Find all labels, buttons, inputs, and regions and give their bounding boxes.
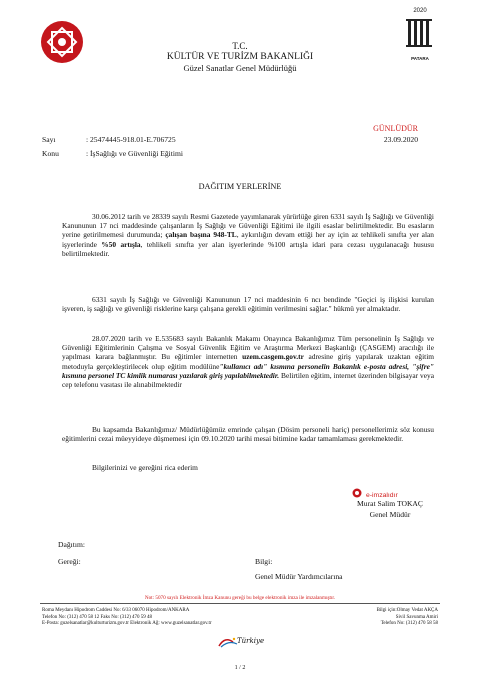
p1-fine: çalışan başına 948-TL — [165, 230, 237, 240]
paragraph-2: 6331 sayılı İş Sağlığı ve Güvenliği Kanununun 17 nci maddesinin 6 ncı bendinde "Geçici iş ilişkisi kurulan işveren, iş sağlığı ve güvenliği risklerine karşı çalışana gerekli eğitimin verilmesini sağlar." hükmü yer almaktadır. — [62, 295, 434, 314]
footer-address-block — [42, 608, 302, 628]
bilgi-label: Bilgi: — [255, 557, 273, 566]
header-tc: T.C. — [232, 41, 248, 51]
gunludur-label: GÜNLÜDÜR — [373, 124, 418, 133]
signer-name: Murat Salim TOKAÇ — [357, 499, 423, 508]
konu-value: : İşSağlığı ve Güvenliği Eğitimi — [86, 149, 184, 158]
ministry-emblem-icon — [40, 20, 84, 64]
p3-part-e: Belirtilen eğitim, internet üzerinden bilgisayar veya cep telefonu vasıtası ile alınabilmektedir — [62, 370, 434, 390]
konu-label: Konu — [42, 149, 59, 158]
turkiye-brand-text: Türkiye — [237, 637, 265, 645]
p1-part-c: , aykırılığın devam ettiği her ay için az tehlikeli sınıfta yer alan işyerlerinde — [62, 230, 434, 249]
dagitim-label: Dağıtım: — [58, 540, 85, 549]
p1-part-e: , tehlikeli sınıfta yer alan işyerlerinde %100 artışla idari para cezası uygulanacağı hususu belirtilmektedir. — [62, 239, 435, 258]
paragraph-4: Bu kapsamda Bakanlığımız/ Müdürlüğümüz emrinde çalışan (Dösim personeli hariç) personellerimiz söz konusu eğitimlerini cezai müeyyideye düşmemesi için 09.10.2020 tarihi mesai bitimine kadar tamamlaması gerekmektedir. — [62, 425, 434, 444]
footer-esign-notice: Not: 5070 sayılı Elektronik İmza Kanunu gereği bu belge elektronik imza ile imzalanmıştır. — [144, 595, 336, 601]
document-date: 23.09.2020 — [383, 135, 418, 144]
signer-title: Genel Müdür — [369, 510, 411, 519]
turkiye-brand-logo — [215, 634, 265, 650]
footer-phone: Telefon No: (312) 470 58 12 Faks No: (312) 470 59 48 — [42, 614, 153, 620]
patara-year-logo — [400, 8, 440, 61]
footer-email: E-Posta: guzelsanatlar@kulturturizm.gov.tr Elektronik Ağ: www.guzelsanatlar.gov.tr — [42, 621, 212, 627]
sayi-value: : 25474445-918.01-E.706725 — [86, 135, 176, 144]
eimza-label: e-imzalıdır — [366, 492, 398, 499]
geregi-label: Gereği: — [58, 557, 81, 566]
paragraph-5: Bilgilerinizi ve gereğini rica ederim — [92, 463, 198, 472]
footer-divider — [40, 603, 440, 604]
eimza-seal-icon — [352, 488, 362, 498]
paragraph-3 — [62, 334, 434, 389]
p1-part-a: 30.06.2012 tarih ve 28339 sayılı Resmi Gazetede yayımlanarak yürürlüğe giren 6331 sayılı İş Sağlığı ve Güvenliği Kanununun 17 nci maddesinde çalışanların İş Sağlığı ve Güvenliği Eğitimi ile ilgili esaslar belirtilmektedir. Bu esasların yerine getirilmemesi durumunda; — [62, 212, 434, 240]
footer-contact-phone: Telefon No: (312) 470 58 58 — [380, 621, 438, 627]
logo-year-text: 2020 — [413, 8, 427, 14]
header-ministry: KÜLTÜR VE TURİZM BAKANLIĞI — [166, 52, 314, 62]
document-heading: DAĞITIM YERLERİNE — [198, 182, 282, 191]
sayi-label: Sayı — [42, 135, 56, 144]
p3-part-a: 28.07.2020 tarih ve E.535683 sayılı Bakanlık Makamı Onayınca Bakanlığımız Tüm personelinin İş Sağlığı ve Güvenliği Eğitimlerinin Çalışma ve Sosyal Güvenlik Eğitim ve Araştırma Merkezi Başkanlığı (ÇASGEM) aracılığı ile yapılması karara bağlanmıştır. Bu eğitimler internetten — [62, 334, 434, 362]
logo-caption: PATARA — [411, 56, 429, 61]
footer-contact-block — [288, 608, 438, 628]
footer-contact-name: Bilgi için:Olmay Vedat AKÇA — [376, 608, 438, 613]
footer-contact-title: Sivil Savunma Amiri — [395, 614, 438, 620]
paragraph-1 — [62, 212, 434, 258]
bilgi-value: Genel Müdür Yardımcılarına — [255, 572, 343, 581]
page-number: 1 / 2 — [234, 665, 246, 671]
p3-part-c: adresine giriş yapılarak uzaktan eğitim metoduyla gerçekleştirilecek olup eğitim modülüne — [62, 352, 434, 371]
patara-columns-icon — [402, 15, 438, 51]
p1-increase: %50 artışla — [101, 239, 141, 249]
p3-url: uzem.casgem.gov.tr — [242, 352, 304, 362]
footer-address: Roma Meydanı Hipodrom Caddesi No: 6/33 06070 Hipodrom/ANKARA — [42, 608, 190, 613]
p3-login-info: "kullanıcı adı" kısmına personelin Bakanlık e-posta adresi, "şifre" kısmına personel TC kimlik numarası yazılarak giriş yapılabilmektedir. — [62, 361, 434, 380]
header-directorate: Güzel Sanatlar Genel Müdürlüğü — [183, 63, 297, 73]
